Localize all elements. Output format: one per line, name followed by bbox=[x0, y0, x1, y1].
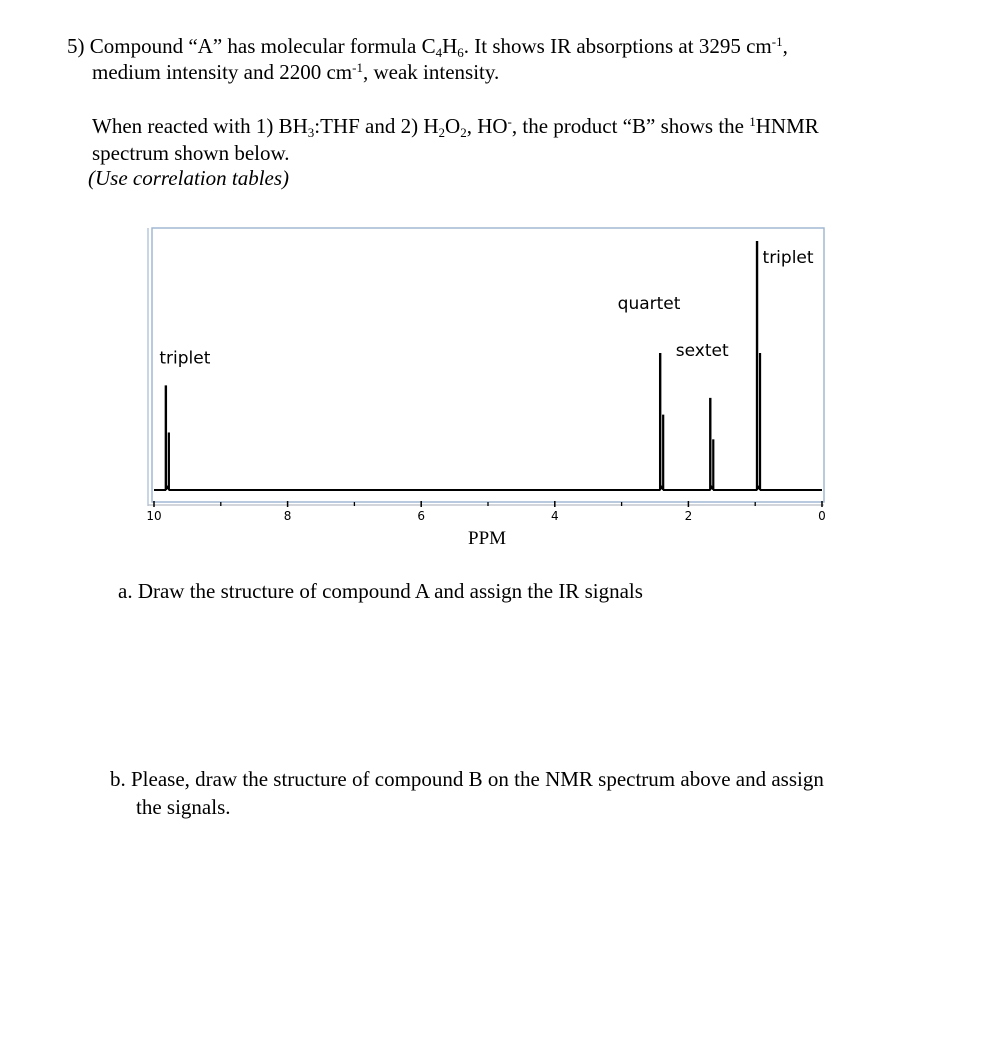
x-tick-label: 4 bbox=[550, 509, 559, 523]
peak-label: triplet bbox=[762, 248, 814, 268]
x-tick-label: 8 bbox=[283, 509, 292, 523]
part-b-prompt-line-1: b. Please, draw the structure of compound B on the NMR spectrum above and assign bbox=[110, 767, 824, 791]
peak-label: sextet bbox=[675, 340, 729, 361]
x-axis-label: PPM bbox=[468, 528, 507, 549]
x-tick-label: 6 bbox=[417, 509, 426, 523]
question-line-1: 5) Compound “A” has molecular formula $C_4H_6$. It shows IR absorptions at 3295 $cm^{-1}$, bbox=[67, 34, 788, 60]
part-a-prompt: a. Draw the structure of compound A and assign the IR signals bbox=[118, 579, 643, 603]
peak-label: triplet bbox=[159, 348, 211, 369]
plot-frame bbox=[152, 228, 824, 502]
peak-label: quartet bbox=[617, 294, 681, 315]
question-number: 5) bbox=[67, 34, 85, 58]
question-line-4: spectrum shown below. bbox=[92, 141, 290, 165]
x-tick-label: 10 bbox=[146, 509, 162, 523]
question-hint: (Use correlation tables) bbox=[88, 166, 290, 190]
nmr-spectrum-chart bbox=[144, 224, 834, 529]
x-tick-label: 2 bbox=[684, 509, 693, 523]
part-b-prompt-line-2: the signals. bbox=[136, 795, 231, 819]
question-line-2: medium intensity and 2200 $cm^{-1}$, weak intensity. bbox=[92, 60, 500, 84]
x-tick-label: 0 bbox=[818, 509, 826, 523]
question-line-3: When reacted with 1) $BH_3:THF$ and 2) $H_2O_2$, HO-, the product “B” shows the $^1$HNMR bbox=[92, 114, 819, 140]
